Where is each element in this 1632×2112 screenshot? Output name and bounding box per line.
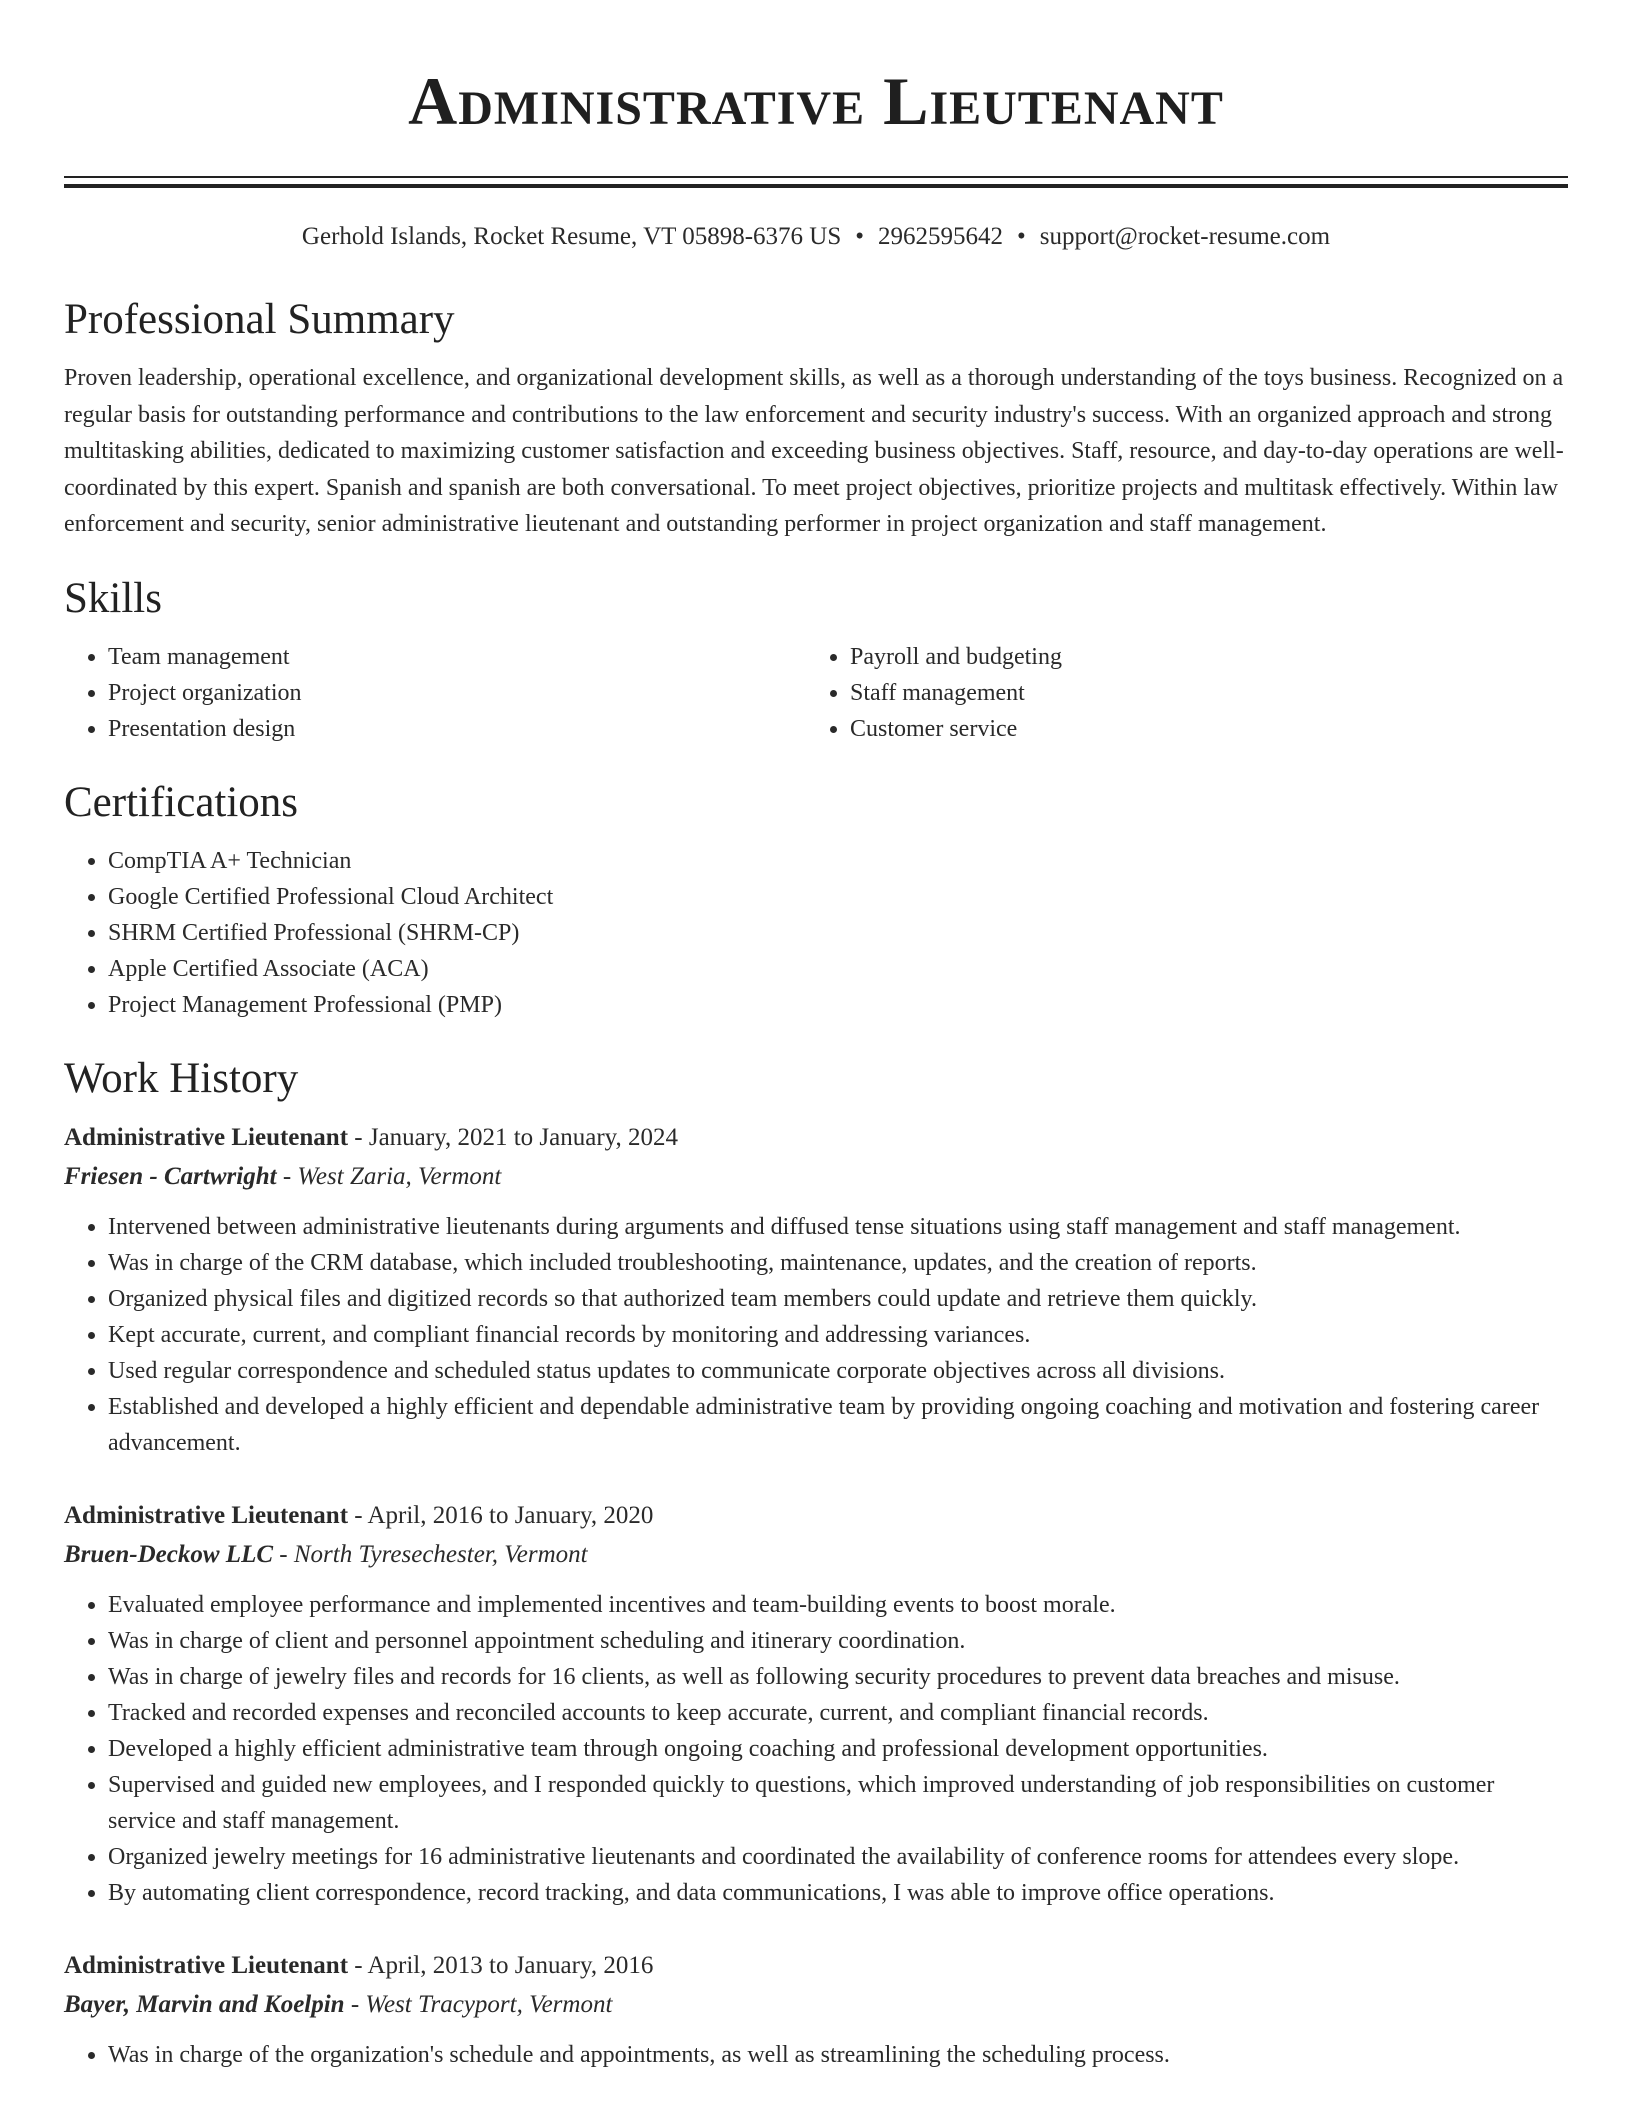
skills-section	[64, 573, 1568, 747]
job-bullet: • Developed a highly efficient administrative team through ongoing coaching and professional development opportunities.	[108, 1731, 1568, 1767]
work-history-heading: Work History	[64, 1054, 299, 1102]
job-bullet: • Supervised and guided new employees, and I responded quickly to questions, which improved understanding of job responsibilities on customer service and staff management.	[108, 1767, 1568, 1839]
job-title-line	[64, 1119, 1568, 1157]
job-bullet: • Organized jewelry meetings for 16 administrative lieutenants and coordinated the availability of conference rooms for attendees every slope.	[108, 1839, 1568, 1875]
job-bullet: • Was in charge of client and personnel appointment scheduling and itinerary coordination.	[108, 1623, 1568, 1659]
job-location: - West Zaria, Vermont	[282, 1162, 502, 1190]
job-company: Friesen - Cartwright	[64, 1162, 277, 1190]
job-bullet: • Was in charge of the CRM database, which included troubleshooting, maintenance, updates, and the creation of reports.	[108, 1245, 1568, 1281]
job-location: - West Tracyport, Vermont	[350, 1990, 613, 2018]
job-dates: - April, 2016 to January, 2020	[354, 1501, 654, 1529]
job-bullet: • Kept accurate, current, and compliant financial records by monitoring and addressing variances.	[108, 1317, 1568, 1353]
skill-item: • Project organization	[108, 675, 806, 711]
skills-list-right	[806, 639, 1548, 747]
job-bullet: • Intervened between administrative lieutenants during arguments and diffused tense situations using staff management and staff management.	[108, 1209, 1568, 1245]
job-company-line	[64, 1535, 1568, 1575]
summary-section	[64, 294, 1568, 543]
certification-item: • Google Certified Professional Cloud Architect	[108, 879, 1568, 915]
certifications-heading: Certifications	[64, 778, 299, 826]
contact-separator: •	[855, 223, 864, 250]
job-bullets	[64, 1587, 1568, 1911]
certification-item: • Project Management Professional (PMP)	[108, 987, 1568, 1023]
job-dates: - January, 2021 to January, 2024	[354, 1123, 679, 1151]
job-bullet: • Used regular correspondence and scheduled status updates to communicate corporate objectives across all divisions.	[108, 1353, 1568, 1389]
work-history-section	[64, 1053, 1568, 2073]
skill-item: • Presentation design	[108, 711, 806, 747]
title-rule-thick	[64, 184, 1568, 188]
job-bullet: • By automating client correspondence, record tracking, and data communications, I was able to improve office operations.	[108, 1875, 1568, 1911]
job-bullet: • Evaluated employee performance and implemented incentives and team-building events to boost morale.	[108, 1587, 1568, 1623]
job-entry	[64, 1497, 1568, 1911]
contact-address: Gerhold Islands, Rocket Resume, VT 05898-6376 US	[301, 223, 842, 250]
skill-item: • Customer service	[850, 711, 1548, 747]
skill-item: • Team management	[108, 639, 806, 675]
job-bullet: • Established and developed a highly efficient and dependable administrative team by providing ongoing coaching and motivation and fostering career advancement.	[108, 1389, 1568, 1461]
resume-title: Administrative Lieutenant	[408, 63, 1224, 139]
job-entry	[64, 1119, 1568, 1461]
job-bullets	[64, 2037, 1568, 2073]
contact-line	[64, 222, 1568, 252]
certifications-list	[64, 843, 1568, 1023]
skill-item: • Staff management	[850, 675, 1548, 711]
certification-item: • CompTIA A+ Technician	[108, 843, 1568, 879]
job-title: Administrative Lieutenant	[64, 1951, 349, 1979]
job-bullets	[64, 1209, 1568, 1461]
job-company: Bayer, Marvin and Koelpin	[64, 1990, 345, 2018]
job-dates: - April, 2013 to January, 2016	[354, 1951, 654, 1979]
job-company: Bruen-Deckow LLC	[64, 1540, 274, 1568]
skills-grid	[64, 639, 1568, 747]
title-rule-thin	[64, 176, 1568, 178]
certification-item: • SHRM Certified Professional (SHRM-CP)	[108, 915, 1568, 951]
skills-heading: Skills	[64, 574, 162, 622]
certifications-section	[64, 777, 1568, 1023]
contact-email: support@rocket-resume.com	[1039, 223, 1331, 250]
summary-text: Proven leadership, operational excellence, and organizational development skills, as well as a thorough understanding of the toys business. Recognized on a regular basis for outstanding performance and contributions to the law enforcement and security industry's success. With an organized approach and strong multitasking abilities, dedicated to maximizing customer satisfaction and exceeding business objectives. Staff, resource, and day-to-day operations are well-coordinated by this expert. Spanish and spanish are both conversational. To meet project objectives, prioritize projects and multitask effectively. Within law enforcement and security, senior administrative lieutenant and outstanding performer in project organization and staff management.	[64, 365, 1564, 537]
job-company-line	[64, 1985, 1568, 2025]
contact-separator: •	[1017, 223, 1026, 250]
certification-item: • Apple Certified Associate (ACA)	[108, 951, 1568, 987]
job-bullet: • Was in charge of jewelry files and records for 16 clients, as well as following security procedures to prevent data breaches and misuse.	[108, 1659, 1568, 1695]
job-company-line	[64, 1157, 1568, 1197]
job-title-line	[64, 1947, 1568, 1985]
job-bullet: • Tracked and recorded expenses and reconciled accounts to keep accurate, current, and compliant financial records.	[108, 1695, 1568, 1731]
job-bullet: • Organized physical files and digitized records so that authorized team members could update and retrieve them quickly.	[108, 1281, 1568, 1317]
skill-item: • Payroll and budgeting	[850, 639, 1548, 675]
contact-phone: 2962595642	[878, 223, 1003, 250]
skills-list-left	[64, 639, 806, 747]
job-entry	[64, 1947, 1568, 2073]
job-bullet: • Was in charge of the organization's schedule and appointments, as well as streamlining the scheduling process.	[108, 2037, 1568, 2073]
summary-heading: Professional Summary	[64, 296, 455, 343]
job-title-line	[64, 1497, 1568, 1535]
job-location: - North Tyresechester, Vermont	[279, 1540, 588, 1568]
job-title: Administrative Lieutenant	[64, 1123, 349, 1151]
job-title: Administrative Lieutenant	[64, 1501, 349, 1529]
